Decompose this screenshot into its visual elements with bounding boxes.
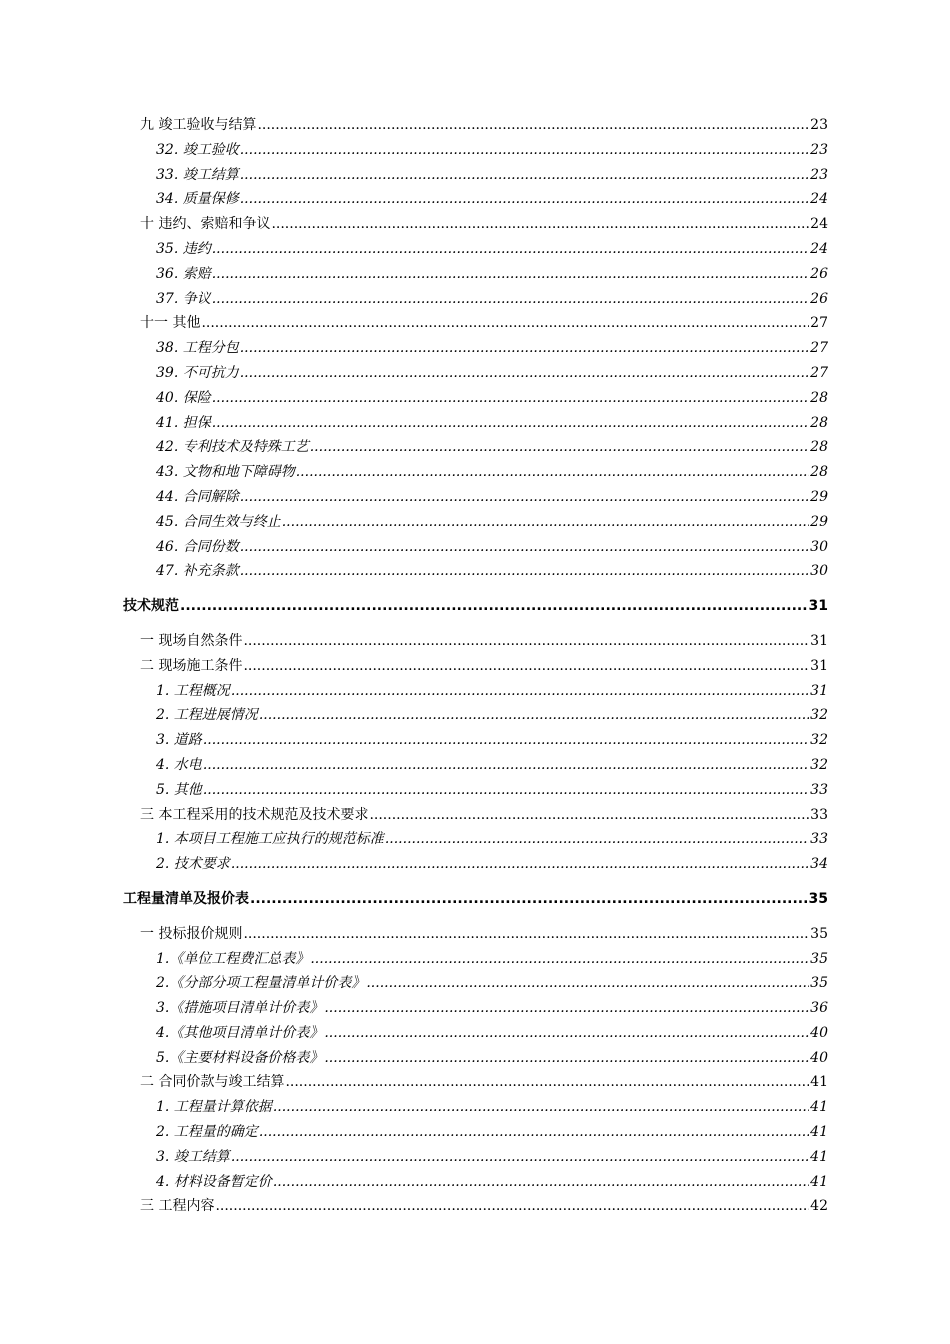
- toc-sub-entry[interactable]: [123, 361, 828, 386]
- toc-section-heading[interactable]: [123, 887, 828, 912]
- toc-dot-leader: [231, 1145, 809, 1170]
- toc-sub-entry[interactable]: [123, 1095, 828, 1120]
- toc-sub-entry[interactable]: [123, 679, 828, 704]
- toc-entry-title: 一 投标报价规则: [140, 925, 243, 942]
- toc-page-number: 30: [810, 563, 828, 580]
- toc-section-heading[interactable]: [123, 594, 828, 619]
- toc-dot-leader: [180, 594, 808, 619]
- toc-dot-leader: [240, 535, 809, 560]
- toc-sub-entry[interactable]: [123, 1145, 828, 1170]
- toc-page-number: 33: [810, 831, 828, 848]
- toc-page-number: 41: [810, 1124, 828, 1141]
- toc-sub-entry[interactable]: [123, 1170, 828, 1195]
- toc-entry-title: 36. 索赔: [156, 265, 211, 282]
- toc-entry-title: 三 本工程采用的技术规范及技术要求: [140, 806, 369, 823]
- toc-dot-leader: [231, 852, 809, 877]
- toc-dot-leader: [212, 262, 809, 287]
- toc-page-number: 29: [810, 488, 828, 505]
- toc-sub-entry[interactable]: [123, 559, 828, 584]
- toc-sub-entry[interactable]: [123, 753, 828, 778]
- toc-dot-leader: [366, 971, 809, 996]
- toc-page-number: 28: [810, 414, 828, 431]
- toc-entry-title: 32. 竣工验收: [156, 141, 239, 158]
- toc-page-number: 41: [810, 1173, 828, 1190]
- toc-page-number: 32: [810, 707, 828, 724]
- toc-dot-leader: [282, 510, 809, 535]
- toc-page-number: 41: [810, 1074, 828, 1091]
- toc-entry-title: 1. 工程概况: [156, 682, 230, 699]
- toc-page-number: 42: [810, 1198, 828, 1215]
- toc-entry-title: 40. 保险: [156, 389, 211, 406]
- toc-page-number: 41: [810, 1099, 828, 1116]
- toc-sub-entry[interactable]: [123, 485, 828, 510]
- toc-sub-entry[interactable]: [123, 827, 828, 852]
- toc-page-number: 41: [810, 1148, 828, 1165]
- toc-entry-title: 二 现场施工条件: [140, 657, 243, 674]
- toc-entry-title: 39. 不可抗力: [156, 364, 239, 381]
- toc-sub-entry[interactable]: [123, 336, 828, 361]
- toc-entry-title: 44. 合同解除: [156, 488, 239, 505]
- toc-page-number: 28: [810, 389, 828, 406]
- toc-entry-title: 1. 工程量计算依据: [156, 1099, 272, 1116]
- toc-page-number: 31: [810, 657, 828, 674]
- toc-sub-entry[interactable]: [123, 852, 828, 877]
- toc-page-number: 30: [810, 538, 828, 555]
- toc-dot-leader: [250, 887, 808, 912]
- toc-dot-leader: [203, 778, 809, 803]
- toc-entry-title: 3.《措施项目清单计价表》: [156, 1000, 324, 1017]
- toc-entry-title: 1. 本项目工程施工应执行的规范标准: [156, 831, 384, 848]
- toc-dot-leader: [212, 287, 809, 312]
- toc-page-number: 33: [810, 781, 828, 798]
- toc-sub-entry[interactable]: [123, 262, 828, 287]
- toc-page-number: 32: [810, 756, 828, 773]
- toc-dot-leader: [201, 311, 809, 336]
- toc-dot-leader: [369, 803, 809, 828]
- toc-page-number: 35: [810, 950, 828, 967]
- toc-dot-leader: [324, 996, 809, 1021]
- toc-page-number: 28: [810, 464, 828, 481]
- toc-entry-title: 3. 竣工结算: [156, 1148, 230, 1165]
- toc-dot-leader: [310, 435, 809, 460]
- toc-dot-leader: [310, 947, 809, 972]
- toc-entry-title: 4. 水电: [156, 756, 202, 773]
- toc-sub-entry[interactable]: [123, 163, 828, 188]
- toc-entry-title: 38. 工程分包: [156, 340, 239, 357]
- toc-page-number: 31: [808, 598, 828, 615]
- toc-dot-leader: [240, 163, 809, 188]
- toc-sub-entry[interactable]: [123, 1021, 828, 1046]
- toc-entry-title: 三 工程内容: [140, 1198, 215, 1215]
- toc-page-number: 27: [810, 364, 828, 381]
- toc-dot-leader: [240, 138, 809, 163]
- toc-dot-leader: [296, 460, 809, 485]
- toc-sub-entry[interactable]: [123, 1120, 828, 1145]
- toc-dot-leader: [259, 703, 809, 728]
- toc-dot-leader: [259, 1120, 809, 1145]
- table-of-contents: [123, 113, 828, 1219]
- toc-page-number: 29: [810, 513, 828, 530]
- toc-chapter-entry[interactable]: [123, 212, 828, 237]
- toc-sub-entry[interactable]: [123, 138, 828, 163]
- toc-chapter-entry[interactable]: [123, 1070, 828, 1095]
- toc-sub-entry[interactable]: [123, 435, 828, 460]
- toc-entry-title: 45. 合同生效与终止: [156, 513, 281, 530]
- toc-page-number: 23: [810, 141, 828, 158]
- toc-sub-entry[interactable]: [123, 187, 828, 212]
- toc-page-number: 40: [810, 1024, 828, 1041]
- toc-entry-title: 46. 合同份数: [156, 538, 239, 555]
- toc-sub-entry[interactable]: [123, 971, 828, 996]
- toc-chapter-entry[interactable]: [123, 803, 828, 828]
- toc-entry-title: 1.《单位工程费汇总表》: [156, 950, 310, 967]
- toc-page-number: 33: [810, 806, 828, 823]
- toc-page-number: 32: [810, 732, 828, 749]
- toc-dot-leader: [257, 113, 809, 138]
- toc-dot-leader: [240, 485, 809, 510]
- toc-page-number: 26: [810, 265, 828, 282]
- toc-sub-entry[interactable]: [123, 386, 828, 411]
- toc-entry-title: 4.《其他项目清单计价表》: [156, 1024, 324, 1041]
- toc-entry-title: 技术规范: [123, 598, 179, 615]
- toc-sub-entry[interactable]: [123, 778, 828, 803]
- toc-sub-entry[interactable]: [123, 510, 828, 535]
- toc-dot-leader: [203, 728, 809, 753]
- toc-sub-entry[interactable]: [123, 411, 828, 436]
- toc-entry-title: 37. 争议: [156, 290, 211, 307]
- toc-entry-title: 工程量清单及报价表: [123, 890, 249, 907]
- toc-page-number: 31: [810, 682, 828, 699]
- toc-chapter-entry[interactable]: [123, 629, 828, 654]
- toc-page-number: 35: [808, 890, 828, 907]
- toc-dot-leader: [324, 1021, 809, 1046]
- toc-dot-leader: [273, 1095, 809, 1120]
- toc-entry-title: 33. 竣工结算: [156, 166, 239, 183]
- toc-entry-title: 47. 补充条款: [156, 563, 239, 580]
- toc-entry-title: 43. 文物和地下障碍物: [156, 464, 295, 481]
- toc-chapter-entry[interactable]: [123, 922, 828, 947]
- toc-page-number: 26: [810, 290, 828, 307]
- toc-page-number: 35: [810, 925, 828, 942]
- toc-entry-title: 35. 违约: [156, 240, 211, 257]
- toc-dot-leader: [240, 361, 809, 386]
- toc-dot-leader: [243, 654, 809, 679]
- toc-page-number: 40: [810, 1049, 828, 1066]
- toc-chapter-entry[interactable]: [123, 311, 828, 336]
- toc-sub-entry[interactable]: [123, 460, 828, 485]
- toc-entry-title: 二 合同价款与竣工结算: [140, 1074, 285, 1091]
- toc-page-number: 36: [810, 1000, 828, 1017]
- toc-dot-leader: [240, 336, 809, 361]
- toc-entry-title: 2. 技术要求: [156, 856, 230, 873]
- toc-dot-leader: [203, 753, 809, 778]
- toc-entry-title: 十一 其他: [140, 315, 201, 332]
- toc-page-number: 23: [810, 117, 828, 133]
- toc-sub-entry[interactable]: [123, 728, 828, 753]
- toc-page-number: 28: [810, 439, 828, 456]
- toc-entry-title: 42. 专利技术及特殊工艺: [156, 439, 309, 456]
- toc-sub-entry[interactable]: [123, 535, 828, 560]
- toc-chapter-entry[interactable]: [123, 654, 828, 679]
- toc-dot-leader: [285, 1070, 809, 1095]
- toc-dot-leader: [240, 559, 809, 584]
- toc-entry-title: 5.《主要材料设备价格表》: [156, 1049, 324, 1066]
- toc-dot-leader: [273, 1170, 809, 1195]
- toc-dot-leader: [324, 1046, 809, 1071]
- toc-entry-title: 41. 担保: [156, 414, 211, 431]
- toc-entry-title: 2. 工程量的确定: [156, 1124, 258, 1141]
- toc-sub-entry[interactable]: [123, 703, 828, 728]
- toc-sub-entry[interactable]: [123, 287, 828, 312]
- toc-dot-leader: [231, 679, 809, 704]
- toc-dot-leader: [215, 1194, 809, 1219]
- toc-page-number: 27: [810, 340, 828, 357]
- toc-dot-leader: [212, 237, 809, 262]
- toc-dot-leader: [212, 386, 809, 411]
- toc-entry-title: 九 竣工验收与结算: [140, 117, 257, 133]
- toc-page-number: 31: [810, 632, 828, 649]
- toc-page-number: 24: [810, 191, 828, 208]
- toc-entry-title: 4. 材料设备暂定价: [156, 1173, 272, 1190]
- toc-dot-leader: [243, 629, 809, 654]
- toc-sub-entry[interactable]: [123, 1046, 828, 1071]
- toc-entry-title: 3. 道路: [156, 732, 202, 749]
- toc-page-number: 24: [810, 216, 828, 233]
- toc-dot-leader: [212, 411, 809, 436]
- toc-dot-leader: [240, 187, 809, 212]
- toc-chapter-entry[interactable]: [123, 113, 828, 138]
- toc-page-number: 35: [810, 975, 828, 992]
- toc-entry-title: 一 现场自然条件: [140, 632, 243, 649]
- toc-sub-entry[interactable]: [123, 237, 828, 262]
- toc-entry-title: 34. 质量保修: [156, 191, 239, 208]
- toc-dot-leader: [243, 922, 809, 947]
- toc-sub-entry[interactable]: [123, 947, 828, 972]
- toc-page-number: 24: [810, 240, 828, 257]
- toc-entry-title: 2.《分部分项工程量清单计价表》: [156, 975, 366, 992]
- toc-dot-leader: [385, 827, 809, 852]
- toc-entry-title: 2. 工程进展情况: [156, 707, 258, 724]
- toc-page-number: 34: [810, 856, 828, 873]
- toc-sub-entry[interactable]: [123, 996, 828, 1021]
- toc-chapter-entry[interactable]: [123, 1194, 828, 1219]
- toc-entry-title: 十 违约、索赔和争议: [140, 216, 271, 233]
- toc-entry-title: 5. 其他: [156, 781, 202, 798]
- toc-page-number: 23: [810, 166, 828, 183]
- toc-dot-leader: [271, 212, 809, 237]
- toc-page-number: 27: [810, 315, 828, 332]
